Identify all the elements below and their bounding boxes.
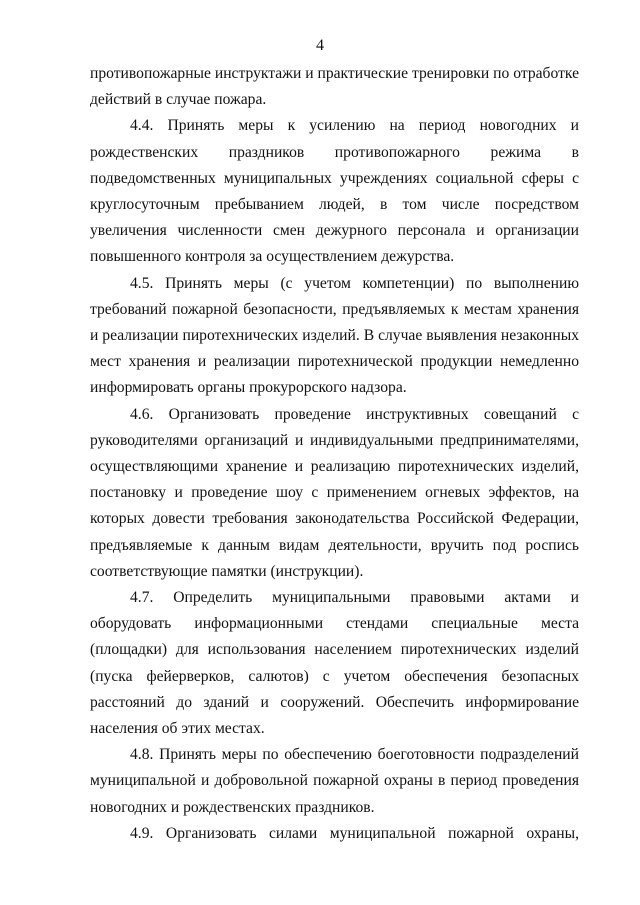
page-number: 4 [316, 37, 324, 54]
paragraph-4-6: 4.6. Организовать проведение инструктивных совещаний с руководителями организаций и индивидуальными предпринимателями, осуществляющими хранение и реализацию пиротехнических изделий, постановку и проведение шоу с применением огневых эффектов, на которых довести требования законодательства Российской Федерации, предъявляемые к данным видам деятельности, вручить под роспись соответствующие памятки (инструкции). [90, 405, 579, 580]
paragraph-continuation: противопожарные инструктажи и практические тренировки по отработке действий в случае пожара. [90, 65, 579, 109]
paragraph-4-8: 4.8. Принять меры по обеспечению боеготовности подразделений муниципальной и добровольной пожарной охраны в период проведения новогодних и рождественских праздников. [90, 746, 579, 816]
paragraph-4-5: 4.5. Принять меры (с учетом компетенции) по выполнению требований пожарной безопасности, предъявляемых к местам хранения и реализации пиротехнических изделий. В случае выявления незаконных мест хранения и реализации пиротехнической продукции немедленно информировать органы прокурорского надзора. [90, 274, 579, 397]
paragraph-4-4: 4.4. Принять меры к усилению на период новогодних и рождественских праздников противопожарного режима в подведомственных муниципальных учреждениях социальной сферы с круглосуточным пребыванием людей, в том числе посредством увеличения численности смен дежурного персонала и организации повышенного контроля за осуществлением дежурства. [90, 117, 579, 266]
document-body [90, 61, 579, 847]
paragraph-4-9: 4.9. Организовать силами муниципальной пожарной охраны, [130, 824, 579, 842]
paragraph-4-7: 4.7. Определить муниципальными правовыми актами и оборудовать информационными стендами специальные места (площадки) для использования населением пиротехнических изделий (пуска фейерверков, салютов) с учетом обеспечения безопасных расстояний до зданий и сооружений. Обеспечить информирование населения об этих местах. [90, 589, 579, 738]
